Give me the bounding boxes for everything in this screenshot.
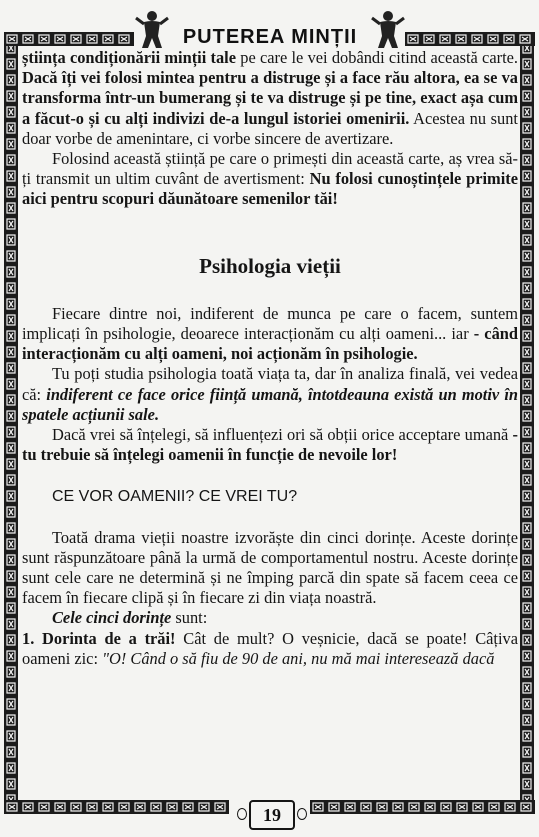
paragraph-needs <box>22 425 518 465</box>
plain-text: Cât de mult? O veșnicie, dacă se poate! Câțiva oameni zic: <box>22 628 518 668</box>
plain-text: Fiecare dintre noi, indiferent de munca pe care o facem, suntem implicați în psihologie, deoarece interacționăm cu alți oameni... iar <box>22 303 518 344</box>
plain-text: Acestea nu sunt doar vorbe de amenintare, ci vorbe sincere de avertizare. <box>22 108 518 148</box>
plain-text: pe care le vei dobândi citind această carte. <box>236 48 518 67</box>
paragraph-desires-intro <box>22 608 518 628</box>
italic-text: "O! Când o să fiu de 90 de ani, nu mă mai interesează dacă <box>102 648 495 668</box>
plain-text: sunt: <box>171 608 208 628</box>
bold-text: știința condiționării minții tale <box>22 48 236 67</box>
paragraph-continuation <box>22 48 518 149</box>
top-right-decorative-border <box>405 32 535 46</box>
top-left-decorative-border <box>4 32 134 46</box>
paragraph-five-desires: Toată drama vieții noastre izvorăște din cinci dorințe. Aceste dorințe sunt răspunzătoare până la urmă de comportamentul nostru. Aceste dorințe sunt cele care ne determină și ne împing parcă din spate să facem ceea ce facem în fiecare clipă și în fiecare zi din viața noastră. <box>22 527 518 608</box>
plain-text: Tu poți studia psihologia toată viața ta, dar în analiza finală, vei vedea că: <box>22 364 518 404</box>
bottom-left-decorative-border <box>4 800 229 814</box>
bold-text: - tu trebuie să înțelegi oamenii în funcție de nevoile lor! <box>22 425 518 465</box>
page-number: 19 <box>249 800 295 830</box>
left-figure-ornament-icon <box>134 8 170 50</box>
plain-text: Folosind această știință pe care o primești din această carte, aș vrea să-ți transmit un ultim cuvânt de avertisment: <box>22 149 518 189</box>
right-figure-ornament-icon <box>370 8 406 50</box>
section-subheading: CE VOR OAMENII? CE VREI TU? <box>52 488 298 506</box>
section-heading: Psihologia vieții <box>199 253 341 278</box>
bottom-right-decorative-border <box>310 800 535 814</box>
plain-text: Dacă vrei să înțelegi, să influențezi ori să obții orice acceptare umană <box>52 425 513 445</box>
paragraph-motive <box>22 364 518 425</box>
paragraph-desire-one <box>22 629 518 669</box>
paragraph-warning <box>22 149 518 210</box>
running-header-title: PUTEREA MINȚII <box>182 26 358 48</box>
left-decorative-border <box>4 40 18 805</box>
bold-text: - când interacționăm cu alți oameni, noi acționăm în psihologie. <box>22 324 518 364</box>
bold-text: Dacă îți vei folosi mintea pentru a distruge și a face rău altora, ea se va transforma într-un bumerang și te va distruge și pe tine, exact așa cum a făcut-o și cu alți indivizi de-a lungul istoriei omenirii. <box>22 68 518 128</box>
bold-text: 1. Dorinta de a trăi! <box>22 628 176 648</box>
bold-text: Nu folosi cunoștințele primite aici pentru scopuri dăunătoare semenilor tăi! <box>22 169 518 209</box>
bold-italic-text: Cele cinci dorințe <box>52 608 172 628</box>
bold-italic-text: indiferent ce face orice ființă umană, întotdeauna există un motiv în spatele acțiunii sale. <box>22 384 519 424</box>
page-body-text <box>22 48 518 669</box>
paragraph-psychology <box>22 304 518 365</box>
right-decorative-border <box>520 40 534 805</box>
